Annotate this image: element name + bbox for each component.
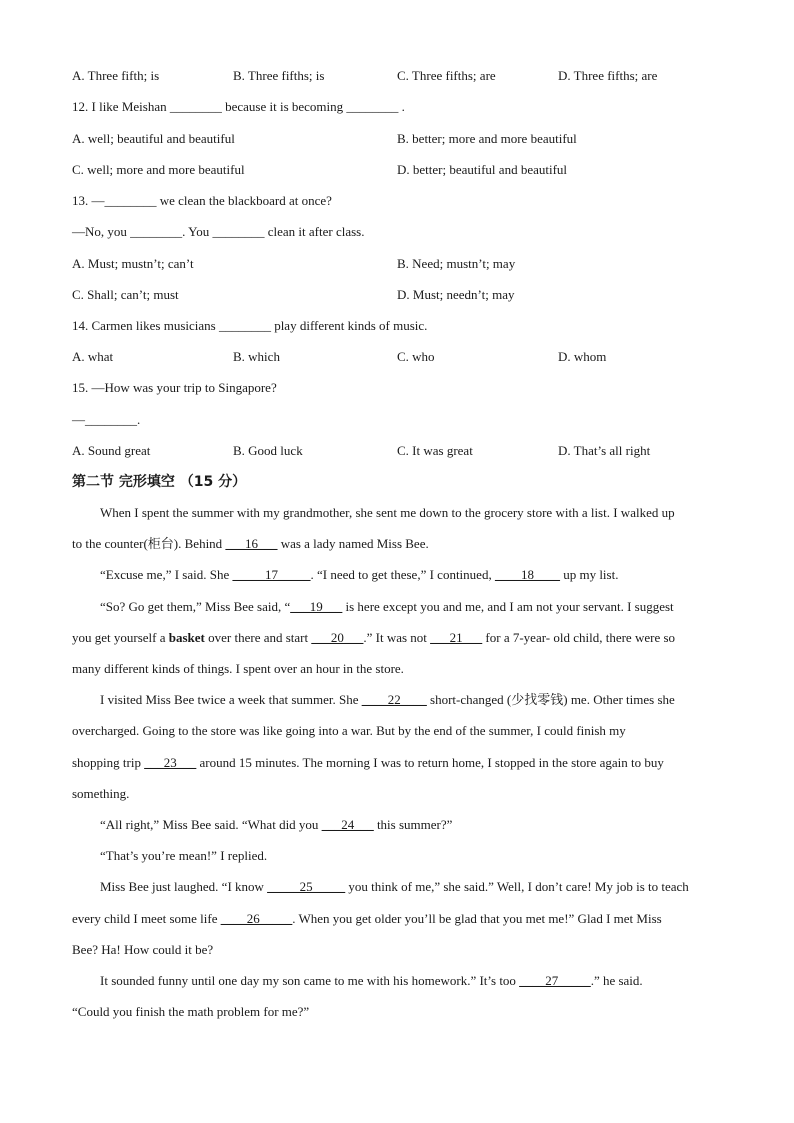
text: around 15 minutes. The morning I was to return home, I stopped in the store again to buy: [196, 755, 664, 770]
passage-p1-line2: [72, 536, 429, 552]
text: you get yourself a: [72, 630, 169, 645]
blank-21: ___21___: [430, 630, 483, 645]
q13-option-c: C. Shall; can’t; must: [72, 287, 179, 302]
text: this summer?”: [373, 817, 453, 832]
text: was a lady named Miss Bee.: [277, 536, 429, 551]
q12-stem: 12. I like Meishan ________ because it is becoming ________ .: [72, 99, 405, 114]
q15-stem-2: —________.: [72, 412, 141, 427]
bold-word-basket: basket: [168, 630, 205, 645]
text: up my list.: [559, 567, 619, 582]
q13-option-d: D. Must; needn’t; may: [397, 287, 515, 302]
text: . “I need to get these,” I continued,: [310, 567, 495, 582]
text: shopping trip: [72, 755, 145, 770]
passage-p4-line3: [72, 755, 664, 771]
q12-option-d: D. better; beautiful and beautiful: [397, 162, 568, 177]
q14-option-d: D. whom: [558, 349, 607, 364]
blank-17: _____17_____: [232, 567, 311, 582]
passage-p1-line1: When I spent the summer with my grandmother, she sent me down to the grocery store with a list. I walked up: [100, 505, 675, 520]
q14-stem: 14. Carmen likes musicians ________ play different kinds of music.: [72, 318, 428, 333]
q15-option-b: B. Good luck: [233, 443, 303, 458]
q12-option-a: A. well; beautiful and beautiful: [72, 131, 235, 146]
blank-23: ___23___: [144, 755, 197, 770]
text: It sounded funny until one day my son came to me with his homework.” It’s too: [100, 973, 520, 988]
blank-25: _____25_____: [267, 879, 346, 894]
text: Miss Bee just laughed. “I know: [100, 879, 268, 894]
blank-27: ____27_____: [519, 973, 591, 988]
q14-option-c: C. who: [397, 349, 435, 364]
text: you think of me,” she said.” Well, I don’t care! My job is to teach: [345, 879, 689, 894]
blank-20: ___20___: [311, 630, 364, 645]
q13-option-b: B. Need; mustn’t; may: [397, 256, 516, 271]
q15-stem-1: 15. —How was your trip to Singapore?: [72, 380, 277, 395]
text: is here except you and me, and I am not your servant. I suggest: [342, 599, 674, 614]
text: short-changed (少找零钱) me. Other times she: [426, 692, 675, 707]
passage-p8-line2: “Could you finish the math problem for me?”: [72, 1004, 310, 1019]
passage-p3-line1: [100, 599, 674, 615]
text: every child I meet some life: [72, 911, 221, 926]
q14-option-b: B. which: [233, 349, 280, 364]
text: “Excuse me,” I said. She: [100, 567, 233, 582]
q13-stem-1: 13. —________ we clean the blackboard at once?: [72, 193, 332, 208]
text: . When you get older you’ll be glad that you met me!” Glad I met Miss: [292, 911, 662, 926]
blank-18: ____18____: [494, 567, 560, 582]
passage-p4-line1: [100, 692, 675, 708]
text: over there and start: [204, 630, 312, 645]
q15-option-c: C. It was great: [397, 443, 473, 458]
blank-26: ____26_____: [220, 911, 293, 926]
text: “All right,” Miss Bee said. “What did you: [100, 817, 322, 832]
section-2-heading: 第二节 完形填空 （15 分）: [72, 474, 247, 490]
passage-p2: [100, 567, 618, 583]
q14-option-a: A. what: [72, 349, 114, 364]
q13-stem-2: —No, you ________. You ________ clean it after class.: [72, 224, 365, 239]
passage-p5: [100, 817, 452, 833]
passage-p7-line1: [100, 879, 689, 895]
text: “So? Go get them,” Miss Bee said, “: [100, 599, 291, 614]
text: for a 7-year- old child, there were so: [482, 630, 676, 645]
q13-option-a: A. Must; mustn’t; can’t: [72, 256, 194, 271]
passage-p4-line4: something.: [72, 786, 130, 801]
blank-16: ___16___: [225, 536, 278, 551]
text: to the counter(柜台). Behind: [72, 536, 226, 551]
blank-22: ____22____: [361, 692, 427, 707]
passage-p7-line2: [72, 911, 662, 927]
passage-p7-line3: Bee? Ha! How could it be?: [72, 942, 214, 957]
text: .” he said.: [590, 973, 643, 988]
q12-option-b: B. better; more and more beautiful: [397, 131, 577, 146]
q11-option-d: D. Three fifths; are: [558, 68, 658, 83]
q11-option-c: C. Three fifths; are: [397, 68, 496, 83]
passage-p3-line3: many different kinds of things. I spent over an hour in the store.: [72, 661, 404, 676]
passage-p3-line2: [72, 630, 675, 646]
blank-19: ___19___: [290, 599, 343, 614]
q12-option-c: C. well; more and more beautiful: [72, 162, 245, 177]
q15-option-a: A. Sound great: [72, 443, 151, 458]
passage-p8-line1: [100, 973, 643, 989]
passage-p6: “That’s you’re mean!” I replied.: [100, 848, 268, 863]
blank-24: ___24___: [321, 817, 374, 832]
text: .” It was not: [363, 630, 431, 645]
q11-option-a: A. Three fifth; is: [72, 68, 160, 83]
q11-option-b: B. Three fifths; is: [233, 68, 325, 83]
passage-p4-line2: overcharged. Going to the store was like going into a war. But by the end of the summer, I could finish my: [72, 723, 626, 738]
q15-option-d: D. That’s all right: [558, 443, 651, 458]
text: I visited Miss Bee twice a week that summer. She: [100, 692, 362, 707]
